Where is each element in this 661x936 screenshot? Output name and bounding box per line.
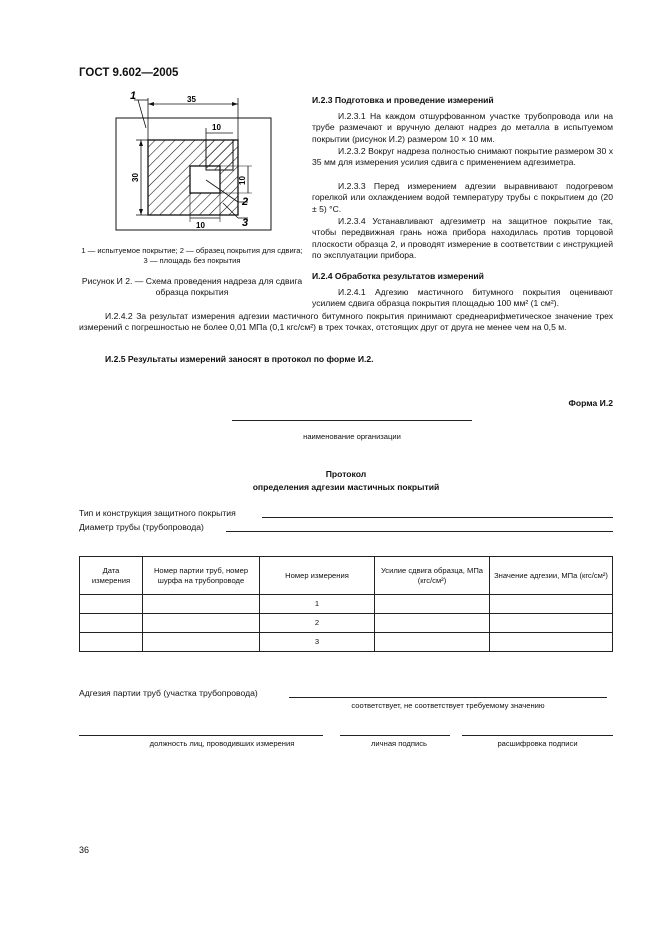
para-2234: И.2.3.4 Устанавливают адгезиметр на защитное покрытие так, чтобы передвижная грань ножа прибора находилась против торцовой плоскости образца 2, и проводят измерение в соответствии с инструкцией по эксплуатации прибора.	[312, 216, 613, 261]
para-2242: И.2.4.2 За результат измерения адгезии мастичного битумного покрытия принимают среднеарифметическое значение трех измерений с погрешностью не более 0,01 МПа (0,1 кгс/см²) в трех точках, отстоящих друг от друга не менее чем на 0,5 м.	[79, 311, 613, 333]
table-cell	[490, 633, 613, 652]
table-cell: 1	[260, 595, 375, 614]
table-row	[80, 633, 613, 652]
dim-30: 30	[131, 173, 140, 182]
adhesion-caption: соответствует, не соответствует требуемому значению	[351, 701, 545, 710]
para-2233: И.2.3.3 Перед измерением адгезии выравнивают подогревом горелкой или охлаждением водой температуру трубы с покрытием до (20 ± 5) °С.	[312, 181, 613, 214]
page-number: 36	[79, 845, 90, 855]
th-batch: Номер партии труб, номер шурфа на трубопроводе	[143, 557, 260, 595]
figure-legend: 1 — испытуемое покрытие; 2 — образец покрытия для сдвига; 3 — площадь без покрытия	[81, 246, 303, 265]
table-cell	[80, 633, 143, 652]
org-name-caption: наименование организации	[303, 432, 401, 441]
table-cell	[490, 595, 613, 614]
th-date: Дата измерения	[80, 557, 143, 595]
signature-position-line	[79, 735, 323, 736]
dim-35: 35	[187, 95, 196, 104]
adhesion-line	[289, 697, 607, 698]
section-223-title: И.2.3 Подготовка и проведение измерений	[312, 95, 494, 105]
dim-10-top: 10	[212, 123, 221, 132]
protocol-subtitle: определения адгезии мастичных покрытий	[252, 482, 440, 492]
document-header: ГОСТ 9.602—2005	[79, 67, 179, 79]
adhesion-label: Адгезия партии труб (участка трубопровода)	[79, 688, 258, 698]
org-name-line	[232, 420, 472, 421]
signature-decoding-caption: расшифровка подписи	[497, 739, 578, 748]
field-diameter-label: Диаметр трубы (трубопровода)	[79, 522, 204, 532]
th-shear-force: Усилие сдвига образца, МПа (кгс/см²)	[375, 557, 490, 595]
table-cell	[143, 595, 260, 614]
protocol-table	[79, 556, 613, 652]
field-coating-type-line	[262, 517, 613, 518]
table-header-row	[80, 557, 613, 595]
signature-position-caption: должность лиц, проводивших измерения	[149, 739, 295, 748]
form-label: Форма И.2	[568, 398, 613, 408]
table-cell	[375, 614, 490, 633]
table-row	[80, 595, 613, 614]
signature-decoding-line	[462, 735, 613, 736]
table-row	[80, 614, 613, 633]
table-cell	[143, 633, 260, 652]
section-224-title: И.2.4 Обработка результатов измерений	[312, 271, 484, 281]
para-2232: И.2.3.2 Вокруг надреза полностью снимают покрытие размером 30 x 35 мм для измерения усилия сдвига с применением адгезиметра.	[312, 146, 613, 168]
callout-1: 1	[130, 90, 137, 102]
callout-2: 2	[242, 196, 249, 208]
table-cell: 3	[260, 633, 375, 652]
table-cell	[490, 614, 613, 633]
dim-10-right: 10	[238, 176, 247, 185]
dim-10-bottom: 10	[196, 221, 205, 230]
signature-caption: личная подпись	[371, 739, 427, 748]
para-2241: И.2.4.1 Адгезию мастичного битумного покрытия оценивают усилием сдвига образца покрытия площадью 100 мм² (1 см²).	[312, 287, 613, 309]
th-measurement-no: Номер измерения	[260, 557, 375, 595]
para-225: И.2.5 Результаты измерений заносят в протокол по форме И.2.	[105, 354, 374, 364]
signature-line	[340, 735, 450, 736]
callout-3: 3	[242, 217, 249, 229]
table-cell	[80, 595, 143, 614]
para-2231: И.2.3.1 На каждом отшурфованном участке трубопровода или на трубе размечают и вручную делают надрез до металла в испытуемом покрытии (рисунок И.2) размером 10 × 10 мм.	[312, 111, 613, 144]
protocol-title: Протокол	[325, 469, 367, 479]
cut-diagram	[108, 88, 293, 238]
table-cell	[80, 614, 143, 633]
table-cell	[375, 595, 490, 614]
table-cell	[143, 614, 260, 633]
table-cell	[375, 633, 490, 652]
th-adhesion: Значение адгезии, МПа (кгс/см²)	[490, 557, 613, 595]
figure-title: Рисунок И 2. — Схема проведения надреза для сдвига образца покрытия	[81, 276, 303, 298]
field-diameter-line	[226, 531, 613, 532]
field-coating-type-label: Тип и конструкция защитного покрытия	[79, 508, 236, 518]
table-cell: 2	[260, 614, 375, 633]
